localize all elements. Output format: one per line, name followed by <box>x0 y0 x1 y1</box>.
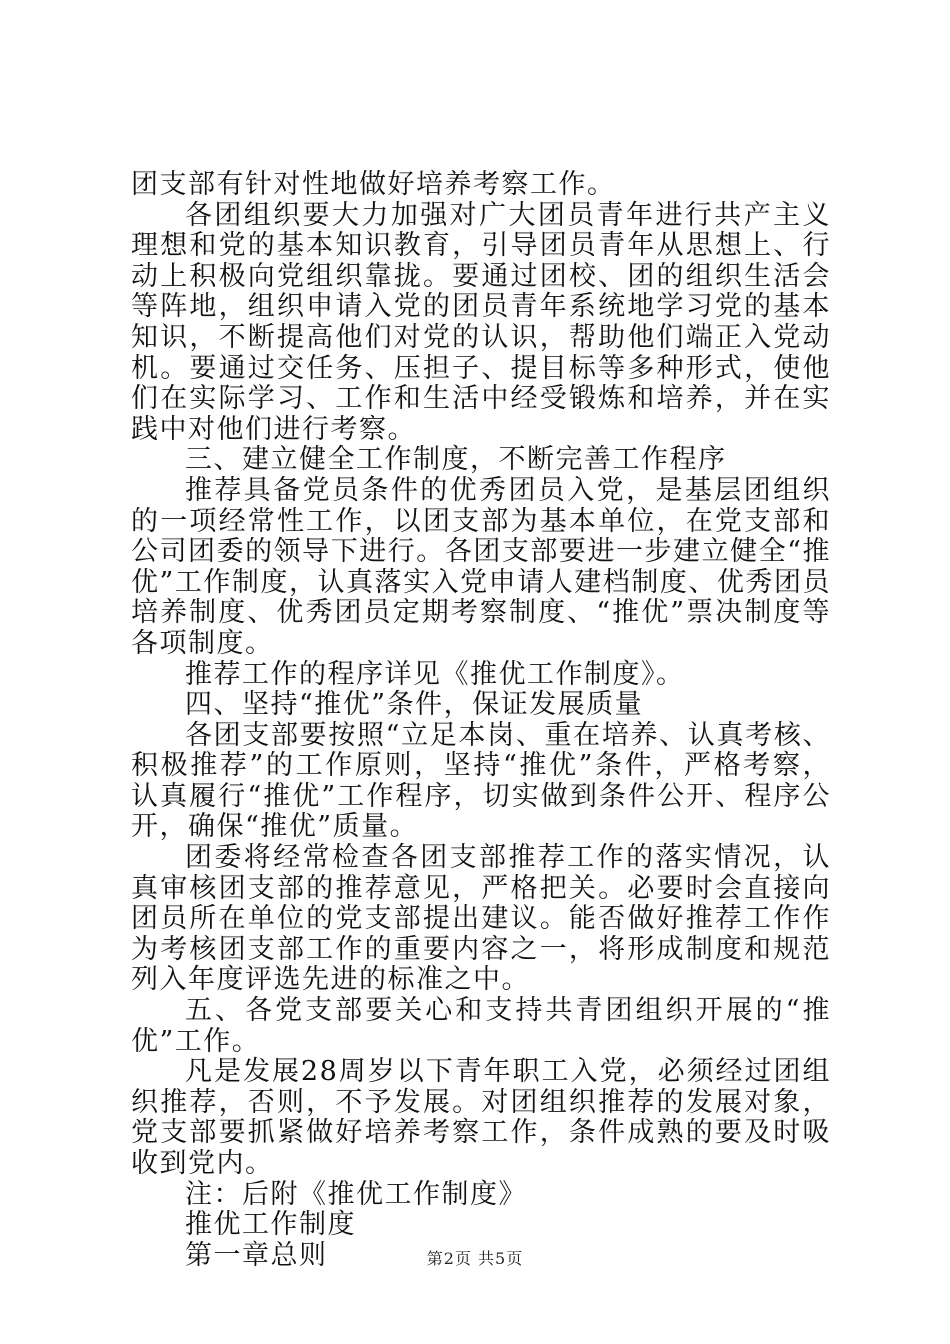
paragraph-4: 推荐具备党员条件的优秀团员入党，是基层团组织的一项经常性工作，以团支部为基本单位，在党支部和公司团委的领导下进行。各团支部要进一步建立健全“推优”工作制度，认真落实入党申请人建档制度、优秀团员培养制度、优秀团员定期考察制度、“推优”票决制度等各项制度。 <box>131 474 831 659</box>
paragraph-5: 推荐工作的程序详见《推优工作制度》。 <box>185 658 685 690</box>
section-heading-4: 四、坚持“推优”条件，保证发展质量 <box>185 689 644 721</box>
paragraph-8: 团委将经常检查各团支部推荐工作的落实情况，认真审核团支部的推荐意见，严格把关。必要时会直接向团员所在单位的党支部提出建议。能否做好推荐工作作为考核团支部工作的重要内容之一，将形成制度和规范列入年度评选先进的标准之中。 <box>131 842 831 996</box>
page-number-footer: 第2页 共5页 <box>426 1249 524 1268</box>
paragraph-1: 团支部有针对性地做好培养考察工作。 <box>131 169 616 200</box>
appendix-title: 推优工作制度 <box>185 1209 356 1241</box>
paragraph-2: 各团组织要大力加强对广大团员青年进行共产主义理想和党的基本知识教育，引导团员青年从思想上、行动上积极向党组织靠拢。要通过团校、团的组织生活会等阵地，组织申请入党的团员青年系统地学习党的基本知识，不断提高他们对党的认识，帮助他们端正入党动机。要通过交任务、压担子、提目标等多种形式，使他们在实际学习、工作和生活中经受锻炼和培养，并在实践中对他们进行考察。 <box>131 199 831 445</box>
note-line: 注：后附《推优工作制度》 <box>185 1178 527 1210</box>
section-heading-5: 五、各党支部要关心和支持共青团组织开展的“推优”工作。 <box>131 995 831 1057</box>
paragraph-10: 凡是发展28周岁以下青年职工入党，必须经过团组织推荐，否则，不予发展。对团组织推荐的发展对象，党支部要抓紧做好培养考察工作，条件成熟的要及时吸收到党内。 <box>131 1056 831 1179</box>
section-heading-3: 三、建立健全工作制度，不断完善工作程序 <box>185 444 727 476</box>
chapter-heading: 第一章总则 <box>185 1239 328 1271</box>
document-body <box>131 170 831 1271</box>
paragraph-7: 各团支部要按照“立足本岗、重在培养、认真考核、积极推荐”的工作原则，坚持“推优”条件，严格考察，认真履行“推优”工作程序，切实做到条件公开、程序公开，确保“推优”质量。 <box>131 719 831 843</box>
